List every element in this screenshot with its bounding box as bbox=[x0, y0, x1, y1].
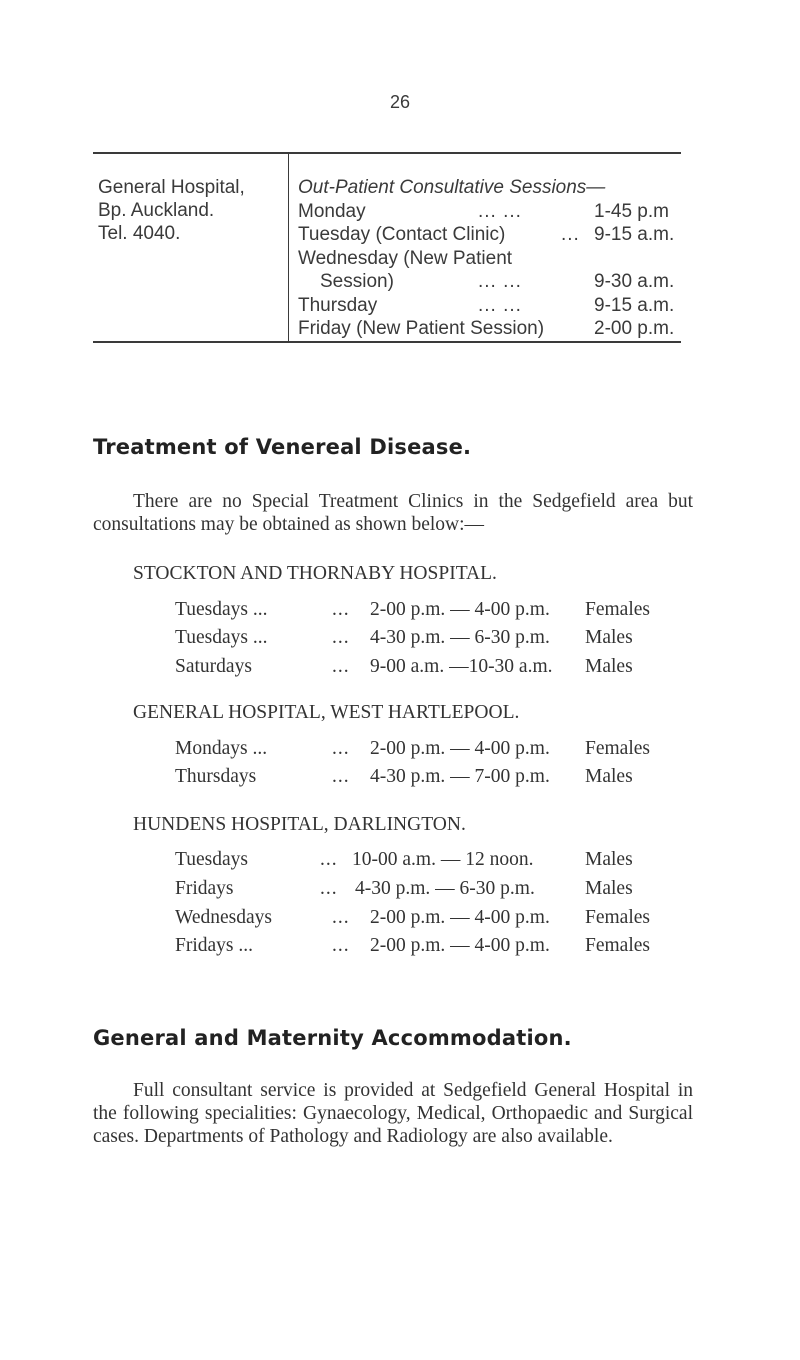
session-row bbox=[298, 317, 688, 341]
session-label: Tuesday (Contact Clinic) bbox=[298, 224, 506, 245]
clinic-row bbox=[0, 878, 800, 902]
clinic-day: Fridays ... bbox=[175, 935, 253, 956]
vd-section-title: Treatment of Venereal Disease. bbox=[93, 435, 472, 459]
contact-line: Tel. 4040. bbox=[98, 223, 181, 244]
vd-intro-text: There are no Special Treatment Clinics in the Sedgefield area but consultations may be obtained as shown below:— bbox=[93, 491, 693, 535]
leader-dots: ... bbox=[332, 766, 350, 787]
contact-line: Bp. Auckland. bbox=[98, 200, 215, 221]
session-row bbox=[298, 200, 688, 224]
clinic-day: Tuesdays bbox=[175, 849, 248, 870]
clinic-day: Tuesdays ... bbox=[175, 599, 268, 620]
outpatient-sessions bbox=[298, 176, 688, 341]
clinic-day: Tuesdays ... bbox=[175, 627, 268, 648]
session-row bbox=[298, 294, 688, 318]
sessions-heading: Out-Patient Consultative Sessions— bbox=[298, 177, 606, 198]
vd-intro-paragraph bbox=[93, 490, 693, 536]
clinic-time: 2-00 p.m. — 4-00 p.m. bbox=[370, 738, 550, 759]
session-time: 1-45 p.m bbox=[594, 200, 669, 222]
clinic-day: Thursdays bbox=[175, 766, 257, 787]
contact-line: General Hospital, bbox=[98, 177, 245, 198]
clinic-time: 4-30 p.m. — 6-30 p.m. bbox=[355, 878, 535, 899]
clinic-time: 10-00 a.m. — 12 noon. bbox=[352, 849, 534, 870]
bottom-rule bbox=[93, 341, 681, 343]
leader-dots: ... ... bbox=[478, 294, 522, 316]
leader-dots: ... ... bbox=[478, 200, 522, 222]
clinic-time: 4-30 p.m. — 7-00 p.m. bbox=[370, 766, 550, 787]
leader-dots: ... bbox=[332, 656, 350, 677]
session-label: Friday (New Patient Session) bbox=[298, 318, 545, 339]
clinic-patients: Females bbox=[585, 738, 650, 759]
hospital-name: GENERAL HOSPITAL, WEST HARTLEPOOL. bbox=[133, 702, 520, 723]
clinic-patients: Males bbox=[585, 656, 633, 677]
leader-dots: ... ... bbox=[478, 271, 522, 292]
leader-dots: ... bbox=[332, 599, 350, 620]
clinic-row bbox=[0, 766, 800, 790]
clinic-patients: Females bbox=[585, 935, 650, 956]
hospital-contact bbox=[98, 176, 245, 245]
session-time: 2-00 p.m. bbox=[594, 318, 675, 339]
accommodation-text: Full consultant service is provided at Sedgefield General Hospital in the following specialities: Gynaecology, Medical, Orthopaedic and Surgical cases. Departments of Pathology and Radiology are also available. bbox=[93, 1080, 693, 1147]
clinic-patients: Females bbox=[585, 907, 650, 928]
clinic-row bbox=[0, 738, 800, 762]
clinic-row bbox=[0, 935, 800, 959]
leader-dots: ... bbox=[332, 738, 350, 759]
clinic-time: 2-00 p.m. — 4-00 p.m. bbox=[370, 599, 550, 620]
clinic-time: 2-00 p.m. — 4-00 p.m. bbox=[370, 935, 550, 956]
session-label: Monday bbox=[298, 200, 366, 222]
session-label: Wednesday (New Patient bbox=[298, 247, 513, 269]
hospital-name: STOCKTON AND THORNABY HOSPITAL. bbox=[133, 563, 497, 584]
clinic-row bbox=[0, 656, 800, 680]
clinic-time: 2-00 p.m. — 4-00 p.m. bbox=[370, 907, 550, 928]
session-time: 9-30 a.m. bbox=[594, 271, 675, 292]
column-divider bbox=[288, 153, 289, 341]
leader-dots: ... bbox=[332, 627, 350, 648]
clinic-row bbox=[0, 907, 800, 931]
leader-dots: ... bbox=[320, 878, 338, 899]
session-time: 9-15 a.m. bbox=[594, 224, 675, 245]
clinic-patients: Males bbox=[585, 766, 633, 787]
session-row bbox=[298, 247, 688, 271]
leader-dots: ... bbox=[332, 935, 350, 956]
clinic-row bbox=[0, 627, 800, 651]
top-rule bbox=[93, 152, 681, 154]
clinic-day: Fridays bbox=[175, 878, 234, 899]
page-number: 26 bbox=[389, 92, 411, 112]
session-label: Thursday bbox=[298, 294, 378, 316]
clinic-patients: Females bbox=[585, 599, 650, 620]
leader-dots: ... bbox=[320, 849, 338, 870]
leader-dots: ... bbox=[561, 224, 580, 245]
clinic-time: 4-30 p.m. — 6-30 p.m. bbox=[370, 627, 550, 648]
clinic-patients: Males bbox=[585, 849, 633, 870]
clinic-day: Wednesdays bbox=[175, 907, 272, 928]
clinic-patients: Males bbox=[585, 627, 633, 648]
accommodation-section-title: General and Maternity Accommodation. bbox=[93, 1026, 572, 1050]
clinic-row bbox=[0, 599, 800, 623]
clinic-day: Saturdays bbox=[175, 656, 252, 677]
session-row bbox=[298, 270, 688, 294]
session-label: Session) bbox=[320, 271, 394, 292]
clinic-day: Mondays ... bbox=[175, 738, 268, 759]
hospital-name: HUNDENS HOSPITAL, DARLINGTON. bbox=[133, 814, 466, 835]
accommodation-paragraph bbox=[93, 1079, 693, 1148]
clinic-row bbox=[0, 849, 800, 873]
leader-dots: ... bbox=[332, 907, 350, 928]
clinic-patients: Males bbox=[585, 878, 633, 899]
clinic-time: 9-00 a.m. —10-30 a.m. bbox=[370, 656, 553, 677]
session-time: 9-15 a.m. bbox=[594, 294, 675, 316]
session-row bbox=[298, 223, 688, 247]
